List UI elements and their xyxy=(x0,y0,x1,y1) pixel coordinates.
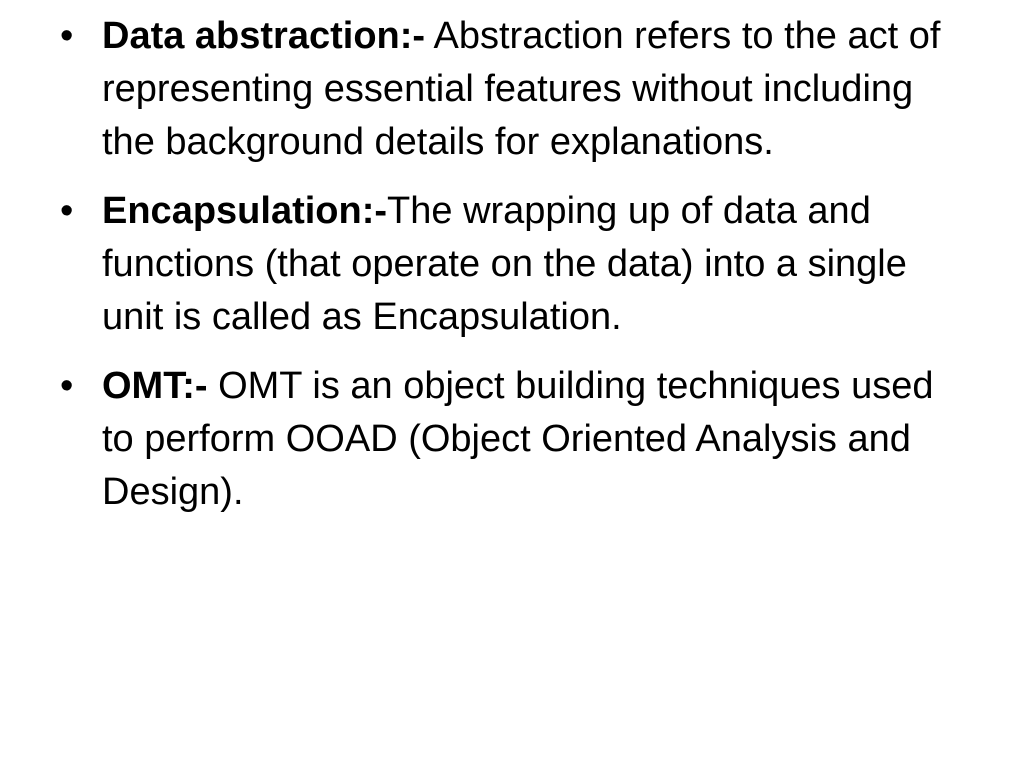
bullet-item-omt xyxy=(60,360,970,519)
bullet-icon: • xyxy=(60,190,74,232)
bullet-list xyxy=(60,10,970,535)
term-label: Data abstraction:- xyxy=(102,15,426,57)
definition-text: OMT is an object building techniques used to perform OOAD (Object Oriented Analysis and Design). xyxy=(102,365,934,513)
definition-text: The wrapping up of data and functions (that operate on the data) into a single unit is called as Encapsulation. xyxy=(102,190,907,338)
term-label: Encapsulation:- xyxy=(102,190,388,232)
bullet-item-encapsulation xyxy=(60,185,970,344)
term-label: OMT:- xyxy=(102,365,208,407)
bullet-icon: • xyxy=(60,15,74,57)
definition-text: Abstraction refers to the act of representing essential features without including the background details for explanations. xyxy=(102,15,941,163)
bullet-item-data-abstraction xyxy=(60,10,970,169)
bullet-icon: • xyxy=(60,365,74,407)
